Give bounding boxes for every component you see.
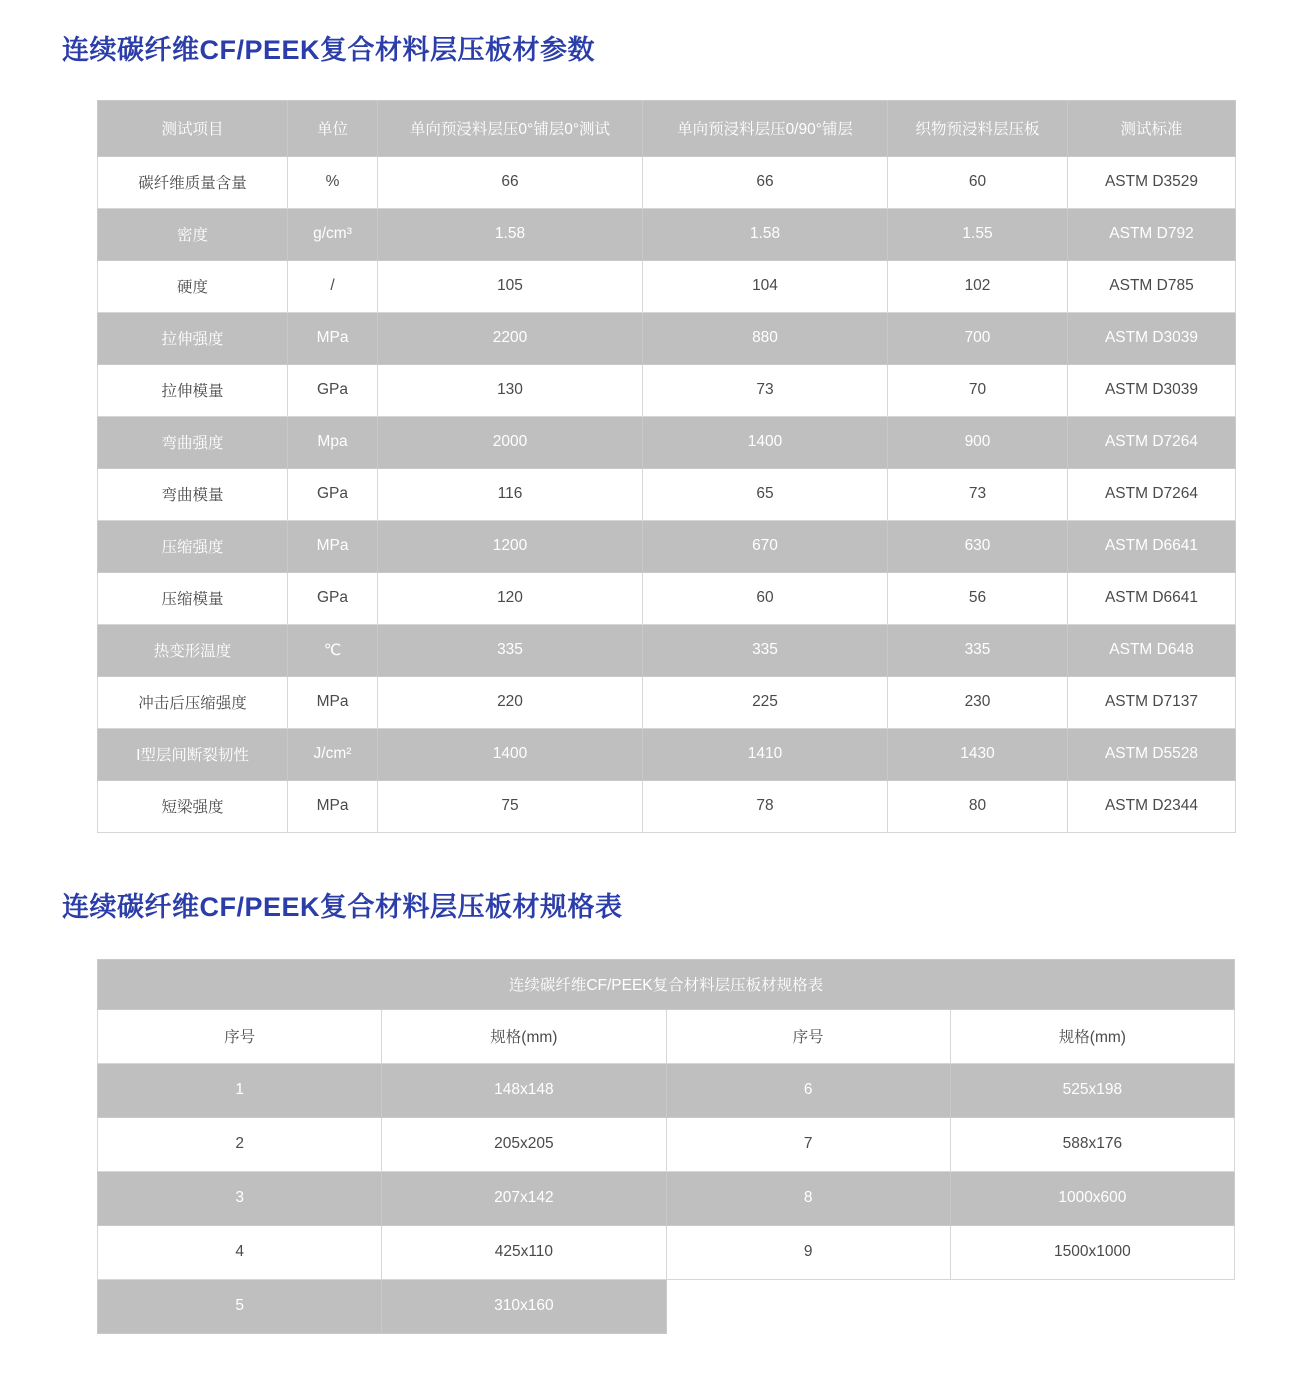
parameters-table-body bbox=[98, 156, 1236, 832]
cell-unit: ℃ bbox=[288, 624, 378, 676]
cell-item: 冲击后压缩强度 bbox=[98, 676, 288, 728]
table-header-row bbox=[98, 1009, 1235, 1063]
cell-unit: % bbox=[288, 156, 378, 208]
table-row bbox=[98, 1117, 1235, 1171]
cell-fabric: 1.55 bbox=[888, 208, 1068, 260]
cell-spec-right: 1000x600 bbox=[950, 1171, 1234, 1225]
cell-std: ASTM D7264 bbox=[1068, 468, 1236, 520]
parameters-section-title: 连续碳纤维CF/PEEK复合材料层压板材参数 bbox=[62, 35, 596, 65]
table-row bbox=[98, 1063, 1235, 1117]
cell-uni090: 66 bbox=[643, 156, 888, 208]
cell-fabric: 102 bbox=[888, 260, 1068, 312]
table-header-row bbox=[98, 100, 1236, 156]
cell-uni0: 116 bbox=[378, 468, 643, 520]
cell-std: ASTM D3039 bbox=[1068, 364, 1236, 416]
cell-spec-left: 207x142 bbox=[382, 1171, 666, 1225]
table-row bbox=[98, 572, 1236, 624]
parameters-table-head bbox=[98, 100, 1236, 156]
table-row bbox=[98, 364, 1236, 416]
cell-spec-left: 425x110 bbox=[382, 1225, 666, 1279]
cell-uni090: 104 bbox=[643, 260, 888, 312]
cell-std: ASTM D6641 bbox=[1068, 572, 1236, 624]
cell-spec-right: 525x198 bbox=[950, 1063, 1234, 1117]
cell-std: ASTM D7264 bbox=[1068, 416, 1236, 468]
cell-uni0: 120 bbox=[378, 572, 643, 624]
cell-std: ASTM D648 bbox=[1068, 624, 1236, 676]
cell-no-left: 2 bbox=[98, 1117, 382, 1171]
cell-spec-right-empty bbox=[950, 1279, 1234, 1333]
header-uni-0-90: 单向预浸料层压0/90°铺层 bbox=[643, 100, 888, 156]
cell-fabric: 80 bbox=[888, 780, 1068, 832]
cell-std: ASTM D5528 bbox=[1068, 728, 1236, 780]
cell-unit: MPa bbox=[288, 312, 378, 364]
cell-unit: GPa bbox=[288, 468, 378, 520]
header-no-left: 序号 bbox=[98, 1009, 382, 1063]
cell-uni090: 1.58 bbox=[643, 208, 888, 260]
table-row bbox=[98, 1171, 1235, 1225]
cell-fabric: 900 bbox=[888, 416, 1068, 468]
cell-uni0: 1400 bbox=[378, 728, 643, 780]
header-uni-0: 单向预浸料层压0°铺层0°测试 bbox=[378, 100, 643, 156]
table-row bbox=[98, 1225, 1235, 1279]
cell-uni0: 75 bbox=[378, 780, 643, 832]
cell-no-right: 7 bbox=[666, 1117, 950, 1171]
cell-item: 热变形温度 bbox=[98, 624, 288, 676]
cell-unit: GPa bbox=[288, 364, 378, 416]
cell-item: 弯曲模量 bbox=[98, 468, 288, 520]
cell-std: ASTM D7137 bbox=[1068, 676, 1236, 728]
header-no-right: 序号 bbox=[666, 1009, 950, 1063]
cell-item: 拉伸强度 bbox=[98, 312, 288, 364]
header-spec-left: 规格(mm) bbox=[382, 1009, 666, 1063]
table-row bbox=[98, 468, 1236, 520]
cell-uni0: 130 bbox=[378, 364, 643, 416]
table-row bbox=[98, 156, 1236, 208]
cell-uni090: 73 bbox=[643, 364, 888, 416]
cell-std: ASTM D2344 bbox=[1068, 780, 1236, 832]
cell-uni0: 220 bbox=[378, 676, 643, 728]
cell-std: ASTM D792 bbox=[1068, 208, 1236, 260]
cell-item: 密度 bbox=[98, 208, 288, 260]
cell-unit: / bbox=[288, 260, 378, 312]
cell-unit: MPa bbox=[288, 780, 378, 832]
cell-spec-right: 588x176 bbox=[950, 1117, 1234, 1171]
table-row bbox=[98, 780, 1236, 832]
table-row bbox=[98, 624, 1236, 676]
cell-unit: g/cm³ bbox=[288, 208, 378, 260]
cell-no-right-empty bbox=[666, 1279, 950, 1333]
cell-uni0: 2200 bbox=[378, 312, 643, 364]
specifications-section-title: 连续碳纤维CF/PEEK复合材料层压板材规格表 bbox=[62, 891, 623, 922]
cell-uni0: 2000 bbox=[378, 416, 643, 468]
header-test-standard: 测试标准 bbox=[1068, 100, 1236, 156]
cell-uni0: 66 bbox=[378, 156, 643, 208]
cell-item: I型层间断裂韧性 bbox=[98, 728, 288, 780]
cell-uni0: 1200 bbox=[378, 520, 643, 572]
cell-uni0: 335 bbox=[378, 624, 643, 676]
cell-item: 碳纤维质量含量 bbox=[98, 156, 288, 208]
cell-std: ASTM D6641 bbox=[1068, 520, 1236, 572]
cell-no-left: 1 bbox=[98, 1063, 382, 1117]
table-row bbox=[98, 728, 1236, 780]
cell-fabric: 73 bbox=[888, 468, 1068, 520]
table-row bbox=[98, 676, 1236, 728]
header-spec-right: 规格(mm) bbox=[950, 1009, 1234, 1063]
cell-uni090: 335 bbox=[643, 624, 888, 676]
cell-item: 硬度 bbox=[98, 260, 288, 312]
cell-unit: MPa bbox=[288, 520, 378, 572]
cell-fabric: 1430 bbox=[888, 728, 1068, 780]
table-row bbox=[98, 260, 1236, 312]
cell-fabric: 70 bbox=[888, 364, 1068, 416]
cell-std: ASTM D3529 bbox=[1068, 156, 1236, 208]
header-unit: 单位 bbox=[288, 100, 378, 156]
cell-spec-left: 205x205 bbox=[382, 1117, 666, 1171]
cell-item: 弯曲强度 bbox=[98, 416, 288, 468]
cell-no-left: 5 bbox=[98, 1279, 382, 1333]
cell-uni090: 60 bbox=[643, 572, 888, 624]
table-row bbox=[98, 208, 1236, 260]
header-fabric: 织物预浸料层压板 bbox=[888, 100, 1068, 156]
cell-uni090: 880 bbox=[643, 312, 888, 364]
table-row bbox=[98, 1279, 1235, 1333]
cell-item: 压缩模量 bbox=[98, 572, 288, 624]
table-caption-row bbox=[98, 959, 1235, 1009]
cell-uni090: 78 bbox=[643, 780, 888, 832]
cell-no-left: 4 bbox=[98, 1225, 382, 1279]
cell-unit: GPa bbox=[288, 572, 378, 624]
cell-unit: MPa bbox=[288, 676, 378, 728]
cell-uni090: 1400 bbox=[643, 416, 888, 468]
cell-unit: J/cm² bbox=[288, 728, 378, 780]
cell-std: ASTM D785 bbox=[1068, 260, 1236, 312]
header-test-item: 测试项目 bbox=[98, 100, 288, 156]
cell-fabric: 700 bbox=[888, 312, 1068, 364]
cell-spec-left: 148x148 bbox=[382, 1063, 666, 1117]
specifications-table bbox=[97, 959, 1235, 1334]
cell-item: 拉伸模量 bbox=[98, 364, 288, 416]
cell-uni090: 225 bbox=[643, 676, 888, 728]
cell-spec-right: 1500x1000 bbox=[950, 1225, 1234, 1279]
cell-fabric: 60 bbox=[888, 156, 1068, 208]
cell-std: ASTM D3039 bbox=[1068, 312, 1236, 364]
table-row bbox=[98, 312, 1236, 364]
cell-fabric: 230 bbox=[888, 676, 1068, 728]
cell-fabric: 335 bbox=[888, 624, 1068, 676]
cell-item: 短梁强度 bbox=[98, 780, 288, 832]
cell-unit: Mpa bbox=[288, 416, 378, 468]
spec-table-caption: 连续碳纤维CF/PEEK复合材料层压板材规格表 bbox=[98, 959, 1235, 1009]
cell-no-left: 3 bbox=[98, 1171, 382, 1225]
cell-no-right: 9 bbox=[666, 1225, 950, 1279]
table-row bbox=[98, 416, 1236, 468]
cell-uni090: 1410 bbox=[643, 728, 888, 780]
table-row bbox=[98, 520, 1236, 572]
cell-item: 压缩强度 bbox=[98, 520, 288, 572]
cell-uni0: 1.58 bbox=[378, 208, 643, 260]
specifications-table-body bbox=[98, 959, 1235, 1333]
parameters-table bbox=[97, 100, 1236, 833]
cell-spec-left: 310x160 bbox=[382, 1279, 666, 1333]
cell-uni090: 65 bbox=[643, 468, 888, 520]
cell-uni090: 670 bbox=[643, 520, 888, 572]
cell-fabric: 56 bbox=[888, 572, 1068, 624]
cell-fabric: 630 bbox=[888, 520, 1068, 572]
cell-no-right: 8 bbox=[666, 1171, 950, 1225]
cell-no-right: 6 bbox=[666, 1063, 950, 1117]
cell-uni0: 105 bbox=[378, 260, 643, 312]
